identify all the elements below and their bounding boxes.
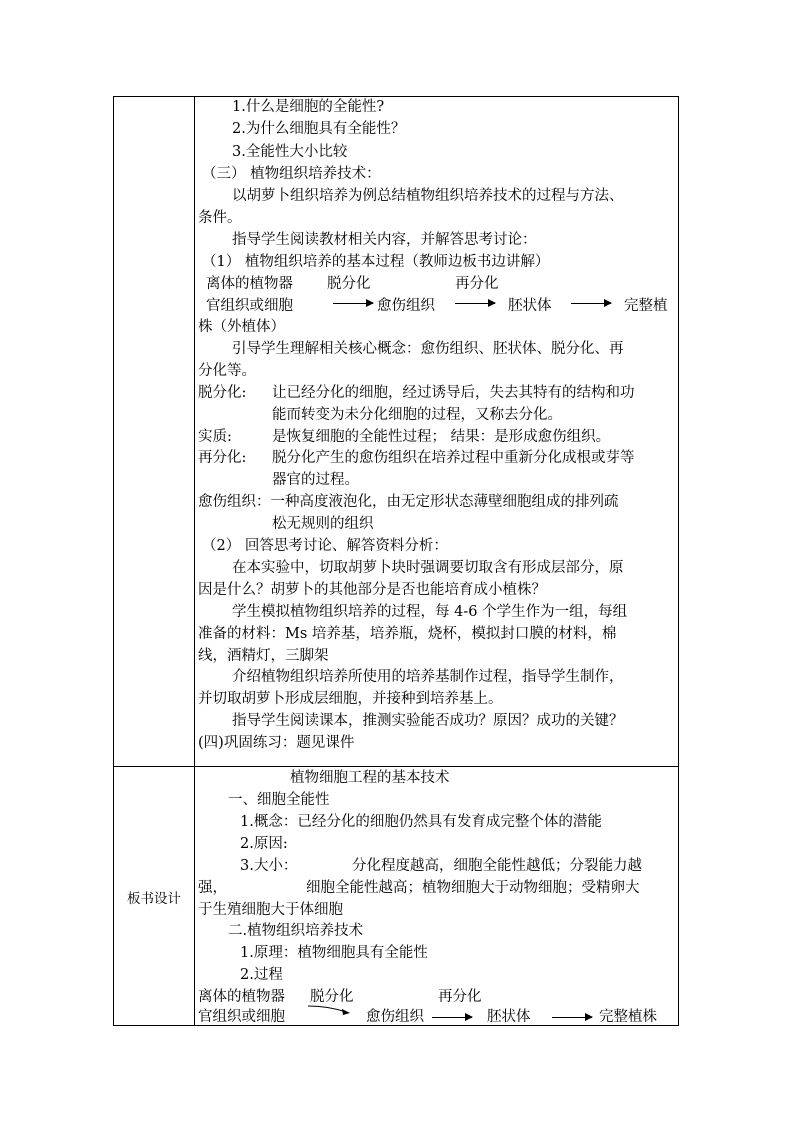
paragraph-5c: 线，酒精灯，三脚架 — [198, 648, 329, 664]
subheading-2: （2） 回答思考讨论、解答资料分析： — [202, 538, 448, 554]
paragraph-7: 指导学生阅读课本，推测实验能否成功？原因？成功的关键？ — [232, 713, 624, 729]
board-heading-2: 二.植物组织培养技术 — [228, 923, 364, 939]
board-flow-arrow-3 — [552, 1017, 592, 1018]
flow-dedifferentiation: 脱分化 — [327, 276, 371, 292]
board-flow-arrow-2 — [432, 1017, 472, 1018]
paragraph-1b: 条件。 — [198, 210, 242, 226]
paragraph-2: 指导学生阅读教材相关内容，并解答思考讨论： — [232, 232, 537, 248]
paragraph-5b: 准备的材料：Ms 培养基，培养瓶，烧杯，模拟封口膜的材料，棉 — [198, 626, 617, 642]
board-flow-source-2: 官组织或细胞 — [198, 1009, 285, 1025]
flow-arrow-2 — [455, 303, 495, 304]
flow-redifferentiation: 再分化 — [455, 276, 499, 292]
def-dedifferentiation-b: 能而转变为未分化细胞的过程，又称去分化。 — [272, 407, 562, 423]
def-callus-a: 愈伤组织：一种高度液泡化，由无定形状态薄壁细胞组成的排列疏 — [198, 494, 619, 510]
flow-arrow-3 — [571, 303, 611, 304]
def-essence: 是恢复细胞的全能性过程； 结果：是形成愈伤组织。 — [272, 429, 611, 445]
board-flow-dedifferentiation: 脱分化 — [310, 989, 354, 1005]
flow-plant-1: 完整植 — [624, 298, 668, 314]
question-1: 1.什么是细胞的全能性? — [232, 99, 385, 115]
paragraph-5a: 学生模拟植物组织培养的过程，每 4-6 个学生作为一组，每组 — [232, 604, 628, 620]
board-size-label: 3.大小： — [240, 858, 298, 874]
board-flow-source-1: 离体的植物器 — [198, 989, 285, 1005]
board-size-text-c: 细胞全能性越高；植物细胞大于动物细胞；受精卵大 — [306, 880, 640, 896]
paragraph-1a: 以胡萝卜组织培养为例总结植物组织培养技术的过程与方法、 — [232, 188, 624, 204]
paragraph-3b: 分化等。 — [198, 363, 256, 379]
board-design-label: 板书设计 — [127, 890, 181, 907]
flow-arrow-1 — [333, 303, 373, 304]
board-size-text-a: 分化程度越高，细胞全能性越低；分裂能力越 — [352, 858, 642, 874]
def-redifferentiation-a: 脱分化产生的愈伤组织在培养过程中重新分化成根或芽等 — [272, 450, 635, 466]
board-flow-embryoid: 胚状体 — [487, 1009, 531, 1025]
paragraph-4a: 在本实验中，切取胡萝卜块时强调要切取含有形成层部分，原 — [232, 560, 624, 576]
board-title: 植物细胞工程的基本技术 — [290, 770, 450, 786]
def-callus-b: 松无规则的组织 — [272, 516, 374, 532]
def-dedifferentiation-a: 让已经分化的细胞，经过诱导后，失去其特有的结构和功 — [272, 385, 635, 401]
board-reason: 2.原因: — [240, 836, 288, 852]
term-dedifferentiation: 脱分化: — [198, 385, 247, 401]
column-divider — [194, 97, 195, 1025]
board-flow-redifferentiation: 再分化 — [438, 989, 482, 1005]
heading-4: (四)巩固练习：题见课件 — [198, 735, 355, 751]
paragraph-3a: 引导学生理解相关核心概念：愈伤组织、胚状体、脱分化、再 — [232, 341, 624, 357]
def-redifferentiation-b: 器官的过程。 — [272, 472, 359, 488]
flow-source-2: 官组织或细胞 — [206, 298, 293, 314]
board-concept: 1.概念：已经分化的细胞仍然具有发育成完整个体的潜能 — [240, 814, 602, 830]
flow-embryoid: 胚状体 — [508, 298, 552, 314]
board-process: 2.过程 — [240, 967, 283, 983]
paragraph-4b: 因是什么？胡萝卜的其他部分是否也能培育成小植株？ — [198, 582, 546, 598]
question-2: 2.为什么细胞具有全能性？ — [232, 121, 406, 137]
paragraph-6a: 介绍植物组织培养所使用的培养基制作过程，指导学生制作， — [232, 669, 624, 685]
term-redifferentiation: 再分化: — [198, 450, 247, 466]
flow-callus: 愈伤组织 — [377, 298, 435, 314]
board-heading-1: 一、细胞全能性 — [228, 792, 330, 808]
board-flow-callus: 愈伤组织 — [366, 1009, 424, 1025]
subheading-1: （1） 植物组织培养的基本过程（教师边板书边讲解） — [202, 254, 550, 270]
term-essence: 实质: — [198, 429, 232, 445]
heading-3: （三） 植物组织培养技术： — [202, 166, 381, 182]
flow-plant-2: 株（外植体） — [198, 319, 285, 335]
question-3: 3.全能性大小比较 — [232, 144, 348, 160]
paragraph-6b: 并切取胡萝卜形成层细胞，并接种到培养基上。 — [198, 691, 503, 707]
board-principle: 1.原理：植物细胞具有全能性 — [240, 945, 428, 961]
board-flow-plant: 完整植株 — [599, 1009, 657, 1025]
flow-source-1: 离体的植物器 — [206, 276, 293, 292]
board-flow-arrow-1 — [306, 1003, 352, 1017]
board-size-text-b: 强， — [198, 880, 227, 896]
board-size-text-d: 于生殖细胞大于体细胞 — [198, 902, 343, 918]
